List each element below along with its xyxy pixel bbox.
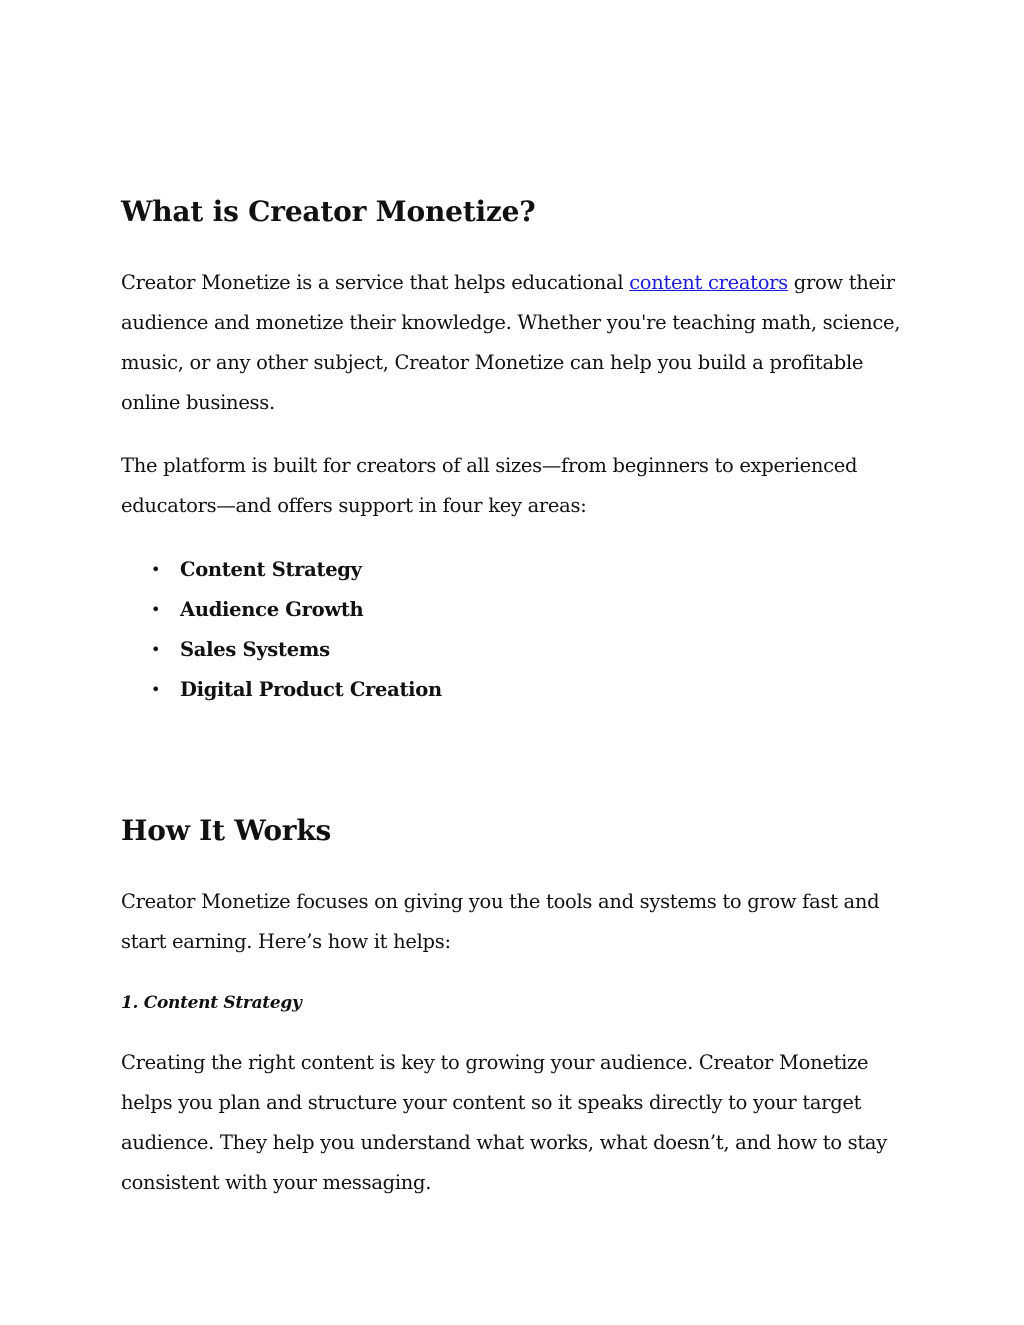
platform-paragraph: The platform is built for creators of all sizes—from beginners to experienced educators—and offers support in four key areas: xyxy=(121,454,858,517)
key-areas-list xyxy=(121,550,901,710)
intro-text-before: Creator Monetize is a service that helps educational xyxy=(121,271,630,294)
subheading-content-strategy: 1. Content Strategy xyxy=(121,993,302,1013)
list-item-label: Sales Systems xyxy=(180,638,330,661)
bullet-icon: • xyxy=(151,600,161,619)
section-heading-how-it-works: How It Works xyxy=(121,814,332,847)
list-item-label: Content Strategy xyxy=(180,558,362,581)
bullet-icon: • xyxy=(151,680,161,699)
bullet-icon: • xyxy=(151,640,161,659)
list-item xyxy=(121,590,901,630)
bullet-icon: • xyxy=(151,560,161,579)
section-heading-what-is: What is Creator Monetize? xyxy=(121,195,536,228)
intro-paragraph xyxy=(121,263,901,423)
content-strategy-paragraph: Creating the right content is key to growing your audience. Creator Monetize helps you plan and structure your content so it speaks directly to your target audience. They help you understand what works, what doesn’t, and how to stay consistent with your messaging. xyxy=(121,1051,887,1194)
list-item xyxy=(121,630,901,670)
list-item xyxy=(121,550,901,590)
intro-text-after: grow their audience and monetize their knowledge. Whether you're teaching math, science, music, or any other subject, Creator Monetize can help you build a profitable online business. xyxy=(121,271,901,414)
content-creators-link[interactable]: content creators xyxy=(629,271,788,294)
list-item-label: Audience Growth xyxy=(180,598,364,621)
list-item xyxy=(121,670,901,710)
list-item-label: Digital Product Creation xyxy=(180,678,442,701)
how-it-works-intro: Creator Monetize focuses on giving you the tools and systems to grow fast and start earning. Here’s how it helps: xyxy=(121,890,880,953)
